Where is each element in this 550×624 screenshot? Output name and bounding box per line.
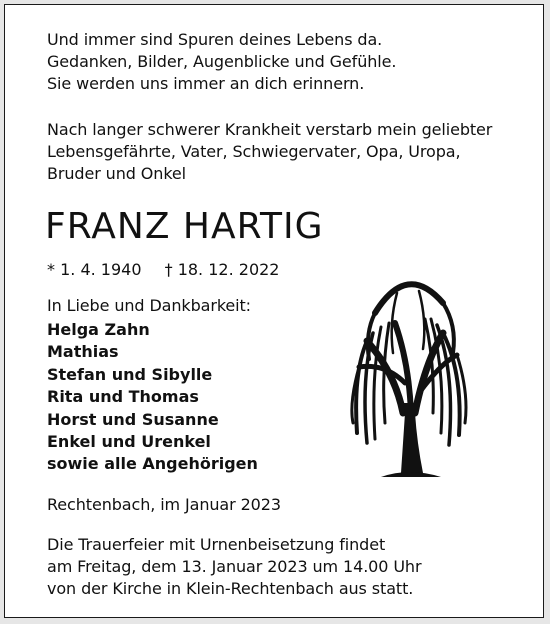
deceased-name: FRANZ HARTIG xyxy=(45,206,324,247)
mourner-name: Horst und Susanne xyxy=(47,409,219,429)
thanks-text: In Liebe und Dankbarkeit: xyxy=(47,296,251,315)
notice-line: Bruder und Onkel xyxy=(47,164,187,183)
weeping-willow-icon xyxy=(345,263,475,483)
thanks-line xyxy=(47,295,251,317)
mourner-name: Rita und Thomas xyxy=(47,387,199,407)
place-date xyxy=(47,494,281,516)
life-dates xyxy=(47,259,279,281)
obituary-card xyxy=(4,4,544,618)
mourner-name: sowie alle Angehörigen xyxy=(47,454,258,474)
intro-line: Und immer sind Spuren deines Lebens da. xyxy=(47,30,383,49)
mourners-list xyxy=(47,319,258,476)
intro-verse xyxy=(47,29,396,95)
service-line: am Freitag, dem 13. Januar 2023 um 14.00 Uhr xyxy=(47,557,422,576)
death-notice xyxy=(47,119,492,185)
mourner-name: Mathias xyxy=(47,342,119,362)
notice-line: Nach langer schwerer Krankheit verstarb mein geliebter xyxy=(47,120,493,139)
funeral-service-info xyxy=(47,534,421,600)
service-line: Die Trauerfeier mit Urnenbeisetzung findet xyxy=(47,535,386,554)
birth-date: * 1. 4. 1940 xyxy=(47,260,142,279)
death-date: † 18. 12. 2022 xyxy=(164,260,280,279)
notice-line: Lebensgefährte, Vater, Schwiegervater, Opa, Uropa, xyxy=(47,142,461,161)
intro-line: Gedanken, Bilder, Augenblicke und Gefühle. xyxy=(47,52,397,71)
intro-line: Sie werden uns immer an dich erinnern. xyxy=(47,74,365,93)
mourner-name: Helga Zahn xyxy=(47,320,150,339)
place-date-text: Rechtenbach, im Januar 2023 xyxy=(47,495,281,514)
service-line: von der Kirche in Klein-Rechtenbach aus statt. xyxy=(47,579,414,598)
mourner-name: Enkel und Urenkel xyxy=(47,432,211,452)
mourner-name: Stefan und Sibylle xyxy=(47,364,213,384)
